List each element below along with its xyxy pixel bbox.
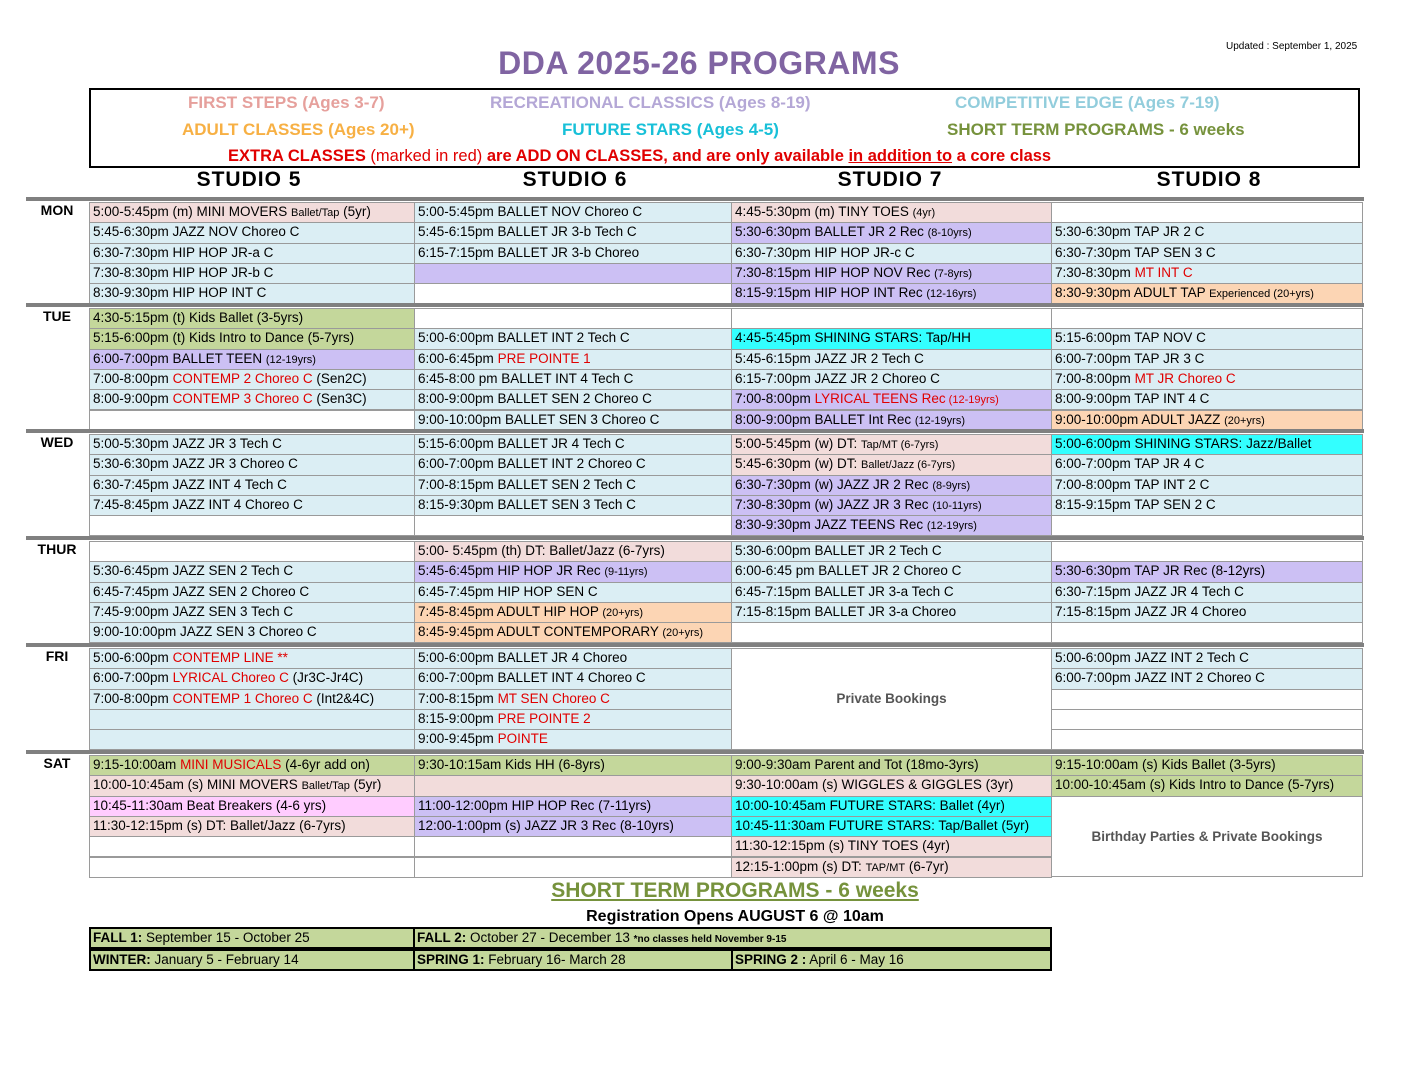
day-label: TUE — [43, 308, 71, 324]
term-fall-2: FALL 2: October 27 - December 13 *no classes held November 9-15 — [413, 927, 1052, 949]
class-cell: 7:00-8:00pm MT JR Choreo C — [1051, 369, 1363, 390]
class-cell: 9:00-10:00pm BALLET SEN 3 Choreo C — [414, 410, 732, 431]
studio-header-row — [90, 168, 1362, 196]
class-cell: 5:15-6:00pm BALLET JR 4 Tech C — [414, 434, 732, 455]
term-spring-2: SPRING 2 : April 6 - May 16 — [731, 949, 1052, 971]
class-cell: 7:30-8:30pm HIP HOP JR-b C — [89, 263, 415, 284]
class-cell: 5:00-6:00pm JAZZ INT 2 Tech C — [1051, 648, 1363, 669]
class-cell: 5:00-5:45pm (m) MINI MOVERS Ballet/Tap (5yr) — [89, 202, 415, 223]
class-cell: 7:45-9:00pm JAZZ SEN 3 Tech C — [89, 602, 415, 623]
studio-7-header: STUDIO 7 — [837, 168, 943, 191]
class-cell: 5:00- 5:45pm (th) DT: Ballet/Jazz (6-7yrs) — [414, 541, 732, 562]
day-divider — [26, 303, 1364, 307]
class-cell: 9:30-10:15am Kids HH (6-8yrs) — [414, 755, 732, 776]
legend-future: FUTURE STARS (Ages 4-5) — [562, 120, 779, 139]
class-cell — [89, 836, 415, 857]
class-cell: 9:15-10:00am MINI MUSICALS (4-6yr add on) — [89, 755, 415, 776]
class-cell: 7:00-8:00pm CONTEMP 2 Choreo C (Sen2C) — [89, 369, 415, 390]
class-cell: 5:15-6:00pm TAP NOV C — [1051, 328, 1363, 349]
class-cell: 8:15-9:15pm HIP HOP INT Rec (12-16yrs) — [731, 283, 1052, 304]
class-cell: 12:15-1:00pm (s) DT: TAP/MT (6-7yr) — [731, 857, 1052, 878]
class-cell: 11:30-12:15pm (s) TINY TOES (4yr) — [731, 836, 1052, 857]
class-cell — [414, 308, 732, 329]
class-cell: 6:30-7:30pm HIP HOP JR-a C — [89, 243, 415, 264]
term-fall-1: FALL 1: September 15 - October 25 — [89, 927, 415, 949]
legend-recreational: RECREATIONAL CLASSICS (Ages 8-19) — [490, 93, 811, 112]
class-cell — [89, 709, 415, 730]
class-cell: 5:30-6:00pm BALLET JR 2 Tech C — [731, 541, 1052, 562]
class-cell: 9:00-9:30am Parent and Tot (18mo-3yrs) — [731, 755, 1052, 776]
private-bookings-block: Private Bookings — [731, 648, 1052, 750]
studio-8-header: STUDIO 8 — [1156, 168, 1262, 191]
class-cell: 7:00-8:00pm CONTEMP 1 Choreo C (Int2&4C) — [89, 689, 415, 710]
class-cell: 10:00-10:45am FUTURE STARS: Ballet (4yr) — [731, 796, 1052, 817]
class-cell: 9:30-10:00am (s) WIGGLES & GIGGLES (3yr) — [731, 775, 1052, 796]
class-cell: 5:45-6:15pm JAZZ JR 2 Tech C — [731, 349, 1052, 370]
class-cell — [89, 541, 415, 562]
legend-first-steps: FIRST STEPS (Ages 3-7) — [188, 93, 385, 112]
term-spring-1: SPRING 1: February 16- March 28 — [413, 949, 733, 971]
day-label: FRI — [45, 648, 69, 664]
class-cell: 5:00-5:45pm BALLET NOV Choreo C — [414, 202, 732, 223]
class-cell: 8:00-9:00pm TAP INT 4 C — [1051, 389, 1363, 410]
class-cell: 7:00-8:15pm BALLET SEN 2 Tech C — [414, 475, 732, 496]
day-label: MON — [40, 202, 74, 218]
day-divider — [26, 643, 1364, 647]
term-winter: WINTER: January 5 - February 14 — [89, 949, 415, 971]
class-cell: 7:30-8:30pm MT INT C — [1051, 263, 1363, 284]
class-cell: 8:00-9:00pm CONTEMP 3 Choreo C (Sen3C) — [89, 389, 415, 410]
birthday-bookings-block: Birthday Parties & Private Bookings — [1051, 796, 1363, 877]
class-cell: 8:30-9:30pm JAZZ TEENS Rec (12-19yrs) — [731, 515, 1052, 536]
class-cell: 8:15-9:15pm TAP SEN 2 C — [1051, 495, 1363, 516]
class-cell: 7:00-8:15pm MT SEN Choreo C — [414, 689, 732, 710]
class-cell: 8:30-9:30pm HIP HOP INT C — [89, 283, 415, 304]
class-cell: 11:30-12:15pm (s) DT: Ballet/Jazz (6-7yrs) — [89, 816, 415, 837]
class-cell: 6:00-7:00pm BALLET INT 2 Choreo C — [414, 454, 732, 475]
legend-short-term: SHORT TERM PROGRAMS - 6 weeks — [947, 120, 1245, 139]
class-cell: 7:30-8:30pm (w) JAZZ JR 3 Rec (10-11yrs) — [731, 495, 1052, 516]
class-cell: 8:15-9:30pm BALLET SEN 3 Tech C — [414, 495, 732, 516]
class-cell: 6:00-7:00pm JAZZ INT 2 Choreo C — [1051, 668, 1363, 689]
updated-date: Updated : September 1, 2025 — [1226, 41, 1358, 52]
class-cell: 10:00-10:45am (s) MINI MOVERS Ballet/Tap (5yr) — [89, 775, 415, 796]
class-cell: 5:15-6:00pm (t) Kids Intro to Dance (5-7yrs) — [89, 328, 415, 349]
class-cell: 4:30-5:15pm (t) Kids Ballet (3-5yrs) — [89, 308, 415, 329]
class-cell: 6:45-7:45pm JAZZ SEN 2 Choreo C — [89, 582, 415, 603]
class-cell — [1051, 729, 1363, 750]
day-divider — [26, 536, 1364, 540]
class-cell: 4:45-5:45pm SHINING STARS: Tap/HH — [731, 328, 1052, 349]
day-divider — [26, 750, 1364, 754]
class-cell: 6:15-7:15pm BALLET JR 3-b Choreo — [414, 243, 732, 264]
class-cell: 6:15-7:00pm JAZZ JR 2 Choreo C — [731, 369, 1052, 390]
class-cell: 6:00-7:00pm BALLET TEEN (12-19yrs) — [89, 349, 415, 370]
class-cell: 10:45-11:30am Beat Breakers (4-6 yrs) — [89, 796, 415, 817]
class-cell: 6:30-7:30pm TAP SEN 3 C — [1051, 243, 1363, 264]
class-cell: 7:45-8:45pm JAZZ INT 4 Choreo C — [89, 495, 415, 516]
class-cell — [731, 622, 1052, 643]
class-cell — [1051, 202, 1363, 223]
class-cell: 6:30-7:15pm JAZZ JR 4 Tech C — [1051, 582, 1363, 603]
class-cell: 10:00-10:45am (s) Kids Intro to Dance (5-7yrs) — [1051, 775, 1363, 796]
class-cell: 5:30-6:30pm TAP JR 2 C — [1051, 222, 1363, 243]
class-cell: 7:30-8:15pm HIP HOP NOV Rec (7-8yrs) — [731, 263, 1052, 284]
class-cell: 7:45-8:45pm ADULT HIP HOP (20+yrs) — [414, 602, 732, 623]
class-cell: 6:00-7:00pm BALLET INT 4 Choreo C — [414, 668, 732, 689]
class-cell — [414, 775, 732, 796]
class-cell: 8:00-9:00pm BALLET Int Rec (12-19yrs) — [731, 410, 1052, 431]
class-cell — [414, 283, 732, 304]
class-cell: 6:30-7:30pm HIP HOP JR-c C — [731, 243, 1052, 264]
class-cell: 6:00-7:00pm TAP JR 4 C — [1051, 454, 1363, 475]
class-cell: 9:00-10:00pm JAZZ SEN 3 Choreo C — [89, 622, 415, 643]
class-cell — [414, 515, 732, 536]
class-cell: 5:45-6:15pm BALLET JR 3-b Tech C — [414, 222, 732, 243]
class-cell: 7:15-8:15pm BALLET JR 3-a Choreo — [731, 602, 1052, 623]
class-cell: 5:00-6:00pm CONTEMP LINE ** — [89, 648, 415, 669]
legend-box — [89, 88, 1360, 168]
class-cell — [89, 515, 415, 536]
class-cell — [1051, 308, 1363, 329]
class-cell: 5:00-6:00pm SHINING STARS: Jazz/Ballet — [1051, 434, 1363, 455]
day-label: THUR — [37, 541, 77, 557]
class-cell: 8:15-9:00pm PRE POINTE 2 — [414, 709, 732, 730]
class-cell: 5:00-6:00pm BALLET INT 2 Tech C — [414, 328, 732, 349]
class-cell: 7:00-8:00pm TAP INT 2 C — [1051, 475, 1363, 496]
class-cell: 9:15-10:00am (s) Kids Ballet (3-5yrs) — [1051, 755, 1363, 776]
class-cell: 9:00-10:00pm ADULT JAZZ (20+yrs) — [1051, 410, 1363, 431]
day-label: SAT — [43, 755, 71, 771]
class-cell: 6:00-7:00pm TAP JR 3 C — [1051, 349, 1363, 370]
class-cell: 10:45-11:30am FUTURE STARS: Tap/Ballet (5yr) — [731, 816, 1052, 837]
class-cell: 8:00-9:00pm BALLET SEN 2 Choreo C — [414, 389, 732, 410]
class-cell: 4:45-5:30pm (m) TINY TOES (4yr) — [731, 202, 1052, 223]
class-cell: 6:00-6:45pm PRE POINTE 1 — [414, 349, 732, 370]
class-cell: 6:00-7:00pm LYRICAL Choreo C (Jr3C-Jr4C) — [89, 668, 415, 689]
class-cell — [414, 857, 732, 878]
legend-competitive: COMPETITIVE EDGE (Ages 7-19) — [955, 93, 1220, 112]
class-cell: 5:30-6:45pm JAZZ SEN 2 Tech C — [89, 561, 415, 582]
legend-extra-note: EXTRA CLASSES (marked in red) are ADD ON CLASSES, and are only available in addition to a core class — [228, 147, 1052, 165]
class-cell: 9:00-9:45pm POINTE — [414, 729, 732, 750]
class-cell: 5:45-6:30pm (w) DT: Ballet/Jazz (6-7yrs) — [731, 454, 1052, 475]
class-cell: 6:30-7:30pm (w) JAZZ JR 2 Rec (8-9yrs) — [731, 475, 1052, 496]
legend-adult: ADULT CLASSES (Ages 20+) — [182, 120, 415, 139]
short-term-title: SHORT TERM PROGRAMS - 6 weeks — [551, 879, 919, 902]
class-cell: 8:45-9:45pm ADULT CONTEMPORARY (20+yrs) — [414, 622, 732, 643]
class-cell: 7:00-8:00pm LYRICAL TEENS Rec (12-19yrs) — [731, 389, 1052, 410]
class-cell — [1051, 541, 1363, 562]
registration-note: Registration Opens AUGUST 6 @ 10am — [586, 908, 884, 925]
class-cell: 6:30-7:45pm JAZZ INT 4 Tech C — [89, 475, 415, 496]
class-cell: 5:45-6:30pm JAZZ NOV Choreo C — [89, 222, 415, 243]
class-cell: 5:30-6:30pm BALLET JR 2 Rec (8-10yrs) — [731, 222, 1052, 243]
class-cell: 11:00-12:00pm HIP HOP Rec (7-11yrs) — [414, 796, 732, 817]
class-cell — [1051, 709, 1363, 730]
class-cell — [1051, 622, 1363, 643]
studio-6-header: STUDIO 6 — [522, 168, 628, 191]
class-cell — [1051, 689, 1363, 710]
class-cell: 5:30-6:30pm TAP JR Rec (8-12yrs) — [1051, 561, 1363, 582]
class-cell: 5:00-5:45pm (w) DT: Tap/MT (6-7yrs) — [731, 434, 1052, 455]
day-label: WED — [40, 434, 74, 450]
class-cell — [89, 410, 415, 431]
class-cell: 12:00-1:00pm (s) JAZZ JR 3 Rec (8-10yrs) — [414, 816, 732, 837]
class-cell — [89, 729, 415, 750]
class-cell: 8:30-9:30pm ADULT TAP Experienced (20+yrs) — [1051, 283, 1363, 304]
class-cell — [414, 263, 732, 284]
day-divider — [26, 429, 1364, 433]
class-cell: 6:45-7:15pm BALLET JR 3-a Tech C — [731, 582, 1052, 603]
class-cell: 7:15-8:15pm JAZZ JR 4 Choreo — [1051, 602, 1363, 623]
class-cell: 5:30-6:30pm JAZZ JR 3 Choreo C — [89, 454, 415, 475]
class-cell: 6:00-6:45 pm BALLET JR 2 Choreo C — [731, 561, 1052, 582]
day-divider — [26, 197, 1364, 201]
class-cell — [731, 308, 1052, 329]
class-cell — [414, 836, 732, 857]
class-cell — [89, 857, 415, 878]
class-cell: 5:00-5:30pm JAZZ JR 3 Tech C — [89, 434, 415, 455]
class-cell — [1051, 515, 1363, 536]
class-cell: 5:00-6:00pm BALLET JR 4 Choreo — [414, 648, 732, 669]
class-cell: 6:45-7:45pm HIP HOP SEN C — [414, 582, 732, 603]
class-cell: 5:45-6:45pm HIP HOP JR Rec (9-11yrs) — [414, 561, 732, 582]
studio-5-header: STUDIO 5 — [196, 168, 302, 191]
page-title: DDA 2025-26 PROGRAMS — [498, 45, 900, 81]
class-cell: 6:45-8:00 pm BALLET INT 4 Tech C — [414, 369, 732, 390]
